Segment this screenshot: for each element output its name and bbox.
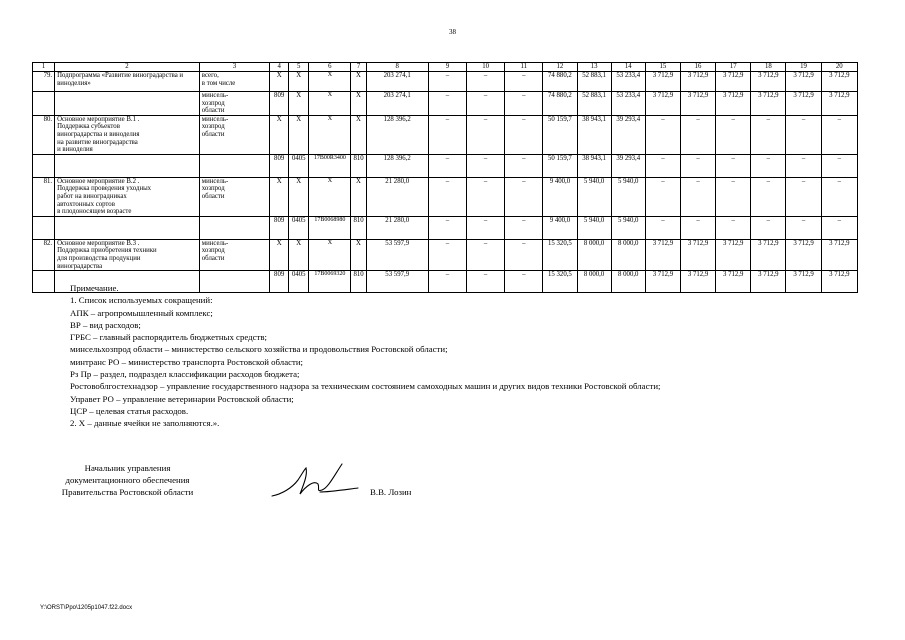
table-cell: – <box>428 115 466 154</box>
table-cell: 3 712,9 <box>680 72 715 92</box>
table-cell: 80. <box>33 115 55 154</box>
table-cell: – <box>680 216 715 239</box>
table-cell: 3 712,9 <box>786 271 821 293</box>
table-cell: Х <box>270 177 289 216</box>
table-cell: 3 712,9 <box>751 72 786 92</box>
table-cell: Основное мероприятие В.1 . Поддержка субъектов виноградарства и виноделия на развитие виноградарства и виноделия <box>55 115 200 154</box>
table-row <box>33 154 858 177</box>
table-header-row <box>33 63 858 72</box>
column-header: 17 <box>716 63 751 72</box>
column-header: 9 <box>428 63 466 72</box>
table-cell: – <box>505 271 543 293</box>
table-cell: – <box>821 177 857 216</box>
table-cell: 53 233,4 <box>611 72 645 92</box>
note-line: АПК – агропромышленный комплекс; <box>70 307 213 318</box>
table-cell: – <box>467 271 505 293</box>
table-cell: 52 883,1 <box>577 72 611 92</box>
table-cell: 203 274,1 <box>366 92 428 116</box>
table-cell: 39 293,4 <box>611 115 645 154</box>
column-header: 3 <box>199 63 269 72</box>
table-cell: – <box>821 115 857 154</box>
table-cell: – <box>645 177 680 216</box>
table-cell: – <box>428 177 466 216</box>
table-cell: 53 597,9 <box>366 239 428 270</box>
table-cell: 8 000,0 <box>611 239 645 270</box>
note-line: минсельхозпрод области – министерство сельского хозяйства и продовольствия Ростовской области; <box>70 344 448 355</box>
table-cell: Х <box>309 239 351 270</box>
table-cell: 74 880,2 <box>543 92 577 116</box>
table-cell: 3 712,9 <box>716 239 751 270</box>
signatory-title-line: Начальник управления <box>84 463 171 473</box>
table-cell: – <box>751 216 786 239</box>
table-row <box>33 239 858 270</box>
table-cell <box>199 154 269 177</box>
table-cell: Х <box>309 115 351 154</box>
table-cell: – <box>786 154 821 177</box>
table-cell: Х <box>351 239 366 270</box>
page-number: 38 <box>449 28 456 36</box>
signatory-name: В.В. Лозин <box>370 487 412 497</box>
table-cell: 809 <box>270 271 289 293</box>
table-cell <box>33 92 55 116</box>
column-header: 19 <box>786 63 821 72</box>
table-cell: 810 <box>351 154 366 177</box>
table-cell: 3 712,9 <box>645 271 680 293</box>
table-cell: Х <box>309 177 351 216</box>
table-cell: 3 712,9 <box>751 92 786 116</box>
table-cell: 15 320,5 <box>543 239 577 270</box>
note-line: Ростовоблгостехнадзор – управление государственного надзора за техническим состоянием самоходных машин и других видов техники Ростовской области; <box>70 381 661 392</box>
table-cell: Х <box>351 72 366 92</box>
table-cell <box>55 154 200 177</box>
table-cell: 0405 <box>289 216 309 239</box>
table-cell: 82. <box>33 239 55 270</box>
table-cell: – <box>428 92 466 116</box>
table-cell: 53 597,9 <box>366 271 428 293</box>
table-cell: 3 712,9 <box>716 92 751 116</box>
table-cell: 5 940,0 <box>577 216 611 239</box>
table-cell: 15 320,5 <box>543 271 577 293</box>
table-cell: – <box>467 72 505 92</box>
table-cell: 50 159,7 <box>543 154 577 177</box>
table-cell: 81. <box>33 177 55 216</box>
table-cell <box>33 154 55 177</box>
table-cell: – <box>505 115 543 154</box>
note-line: ЦСР – целевая статья расходов. <box>70 405 189 416</box>
table-cell: – <box>821 154 857 177</box>
table-cell: Х <box>289 72 309 92</box>
column-header: 8 <box>366 63 428 72</box>
note-line: 1. Список используемых сокращений: <box>70 295 213 306</box>
signatory-title <box>40 462 215 498</box>
table-cell: 810 <box>351 216 366 239</box>
table-cell: Х <box>289 92 309 116</box>
signatory-title-line: Правительства Ростовской области <box>61 487 194 497</box>
table-cell: 38 943,1 <box>577 154 611 177</box>
table-cell: Х <box>289 177 309 216</box>
table-cell: 3 712,9 <box>680 239 715 270</box>
table-cell: 3 712,9 <box>821 271 857 293</box>
notes-title: Примечание. <box>70 283 119 293</box>
table-row <box>33 115 858 154</box>
table-cell: минсель- хозпрод области <box>199 92 269 116</box>
table-cell: 3 712,9 <box>751 239 786 270</box>
table-cell: Х <box>289 115 309 154</box>
table-cell: – <box>645 154 680 177</box>
column-header: 16 <box>680 63 715 72</box>
table-row <box>33 216 858 239</box>
table-cell <box>33 216 55 239</box>
table-cell: – <box>505 154 543 177</box>
table-cell: – <box>751 177 786 216</box>
table-cell: 5 940,0 <box>577 177 611 216</box>
table-cell: – <box>680 177 715 216</box>
table-cell: 203 274,1 <box>366 72 428 92</box>
table-cell: 17В0069320 <box>309 271 351 293</box>
table-cell: 17В0068980 <box>309 216 351 239</box>
table-cell: – <box>428 239 466 270</box>
table-cell: 21 280,0 <box>366 216 428 239</box>
column-header: 14 <box>611 63 645 72</box>
table-cell: – <box>786 177 821 216</box>
table-row <box>33 92 858 116</box>
note-line: ВР – вид расходов; <box>70 319 141 330</box>
table-cell: Х <box>289 239 309 270</box>
table-cell: – <box>505 92 543 116</box>
table-cell: 3 712,9 <box>821 72 857 92</box>
table-cell: – <box>751 154 786 177</box>
column-header: 11 <box>505 63 543 72</box>
table-cell: 3 712,9 <box>680 271 715 293</box>
table-cell: 3 712,9 <box>821 92 857 116</box>
table-cell: 8 000,0 <box>611 271 645 293</box>
table-cell: – <box>428 154 466 177</box>
table-cell: – <box>716 177 751 216</box>
column-header: 1 <box>33 63 55 72</box>
column-header: 10 <box>467 63 505 72</box>
table-cell: 0405 <box>289 271 309 293</box>
note-line: Управет РО – управление ветеринарии Ростовской области; <box>70 393 294 404</box>
table-cell: минсель- хозпрод области <box>199 177 269 216</box>
table-cell: – <box>821 216 857 239</box>
table-cell: 8 000,0 <box>577 239 611 270</box>
table-cell: 39 293,4 <box>611 154 645 177</box>
table-cell: 9 400,0 <box>543 216 577 239</box>
table-cell: 809 <box>270 216 289 239</box>
table-cell: 50 159,7 <box>543 115 577 154</box>
table-cell: – <box>467 239 505 270</box>
table-cell: – <box>645 115 680 154</box>
table-cell: – <box>505 239 543 270</box>
table-cell: 79. <box>33 72 55 92</box>
table-cell: – <box>680 115 715 154</box>
table-cell: Основное мероприятие В.3 . Поддержка приобретения техники для производства продукции виноградарства <box>55 239 200 270</box>
table-cell: – <box>505 72 543 92</box>
table-cell: – <box>467 216 505 239</box>
file-path-footer: Y:\ORST\Ppo\1205p1047.f22.docx <box>40 605 133 611</box>
table-cell: 809 <box>270 154 289 177</box>
table-cell: 3 712,9 <box>751 271 786 293</box>
table-cell: Основное мероприятие В.2 . Поддержка проведения уходных работ на виноградниках автохтонных сортов в плодоносящем возрасте <box>55 177 200 216</box>
table-cell: 3 712,9 <box>645 92 680 116</box>
table-cell: 8 000,0 <box>577 271 611 293</box>
table-cell: 52 883,1 <box>577 92 611 116</box>
table-cell: 128 396,2 <box>366 115 428 154</box>
table-cell: – <box>645 216 680 239</box>
table-cell: 3 712,9 <box>786 239 821 270</box>
table-cell: всего, в том числе <box>199 72 269 92</box>
table-cell: – <box>467 154 505 177</box>
table-cell: 5 940,0 <box>611 216 645 239</box>
table-cell: – <box>751 115 786 154</box>
table-cell: Х <box>351 92 366 116</box>
table-cell: Х <box>270 115 289 154</box>
table-cell <box>55 216 200 239</box>
table-cell: 21 280,0 <box>366 177 428 216</box>
table-cell <box>199 216 269 239</box>
note-line: ГРБС – главный распорядитель бюджетных средств; <box>70 332 267 343</box>
note-line: Рз Пр – раздел, подраздел классификации расходов бюджета; <box>70 369 300 380</box>
column-header: 4 <box>270 63 289 72</box>
table-cell: 128 396,2 <box>366 154 428 177</box>
budget-table <box>32 62 858 293</box>
table-cell: – <box>680 154 715 177</box>
notes-list <box>70 294 870 429</box>
table-cell: – <box>786 115 821 154</box>
table-cell: Х <box>270 239 289 270</box>
table-cell: 53 233,4 <box>611 92 645 116</box>
note-line: минтранс РО – министерство транспорта Ростовской области; <box>70 356 304 367</box>
table-row <box>33 72 858 92</box>
table-cell: Х <box>351 177 366 216</box>
table-cell: Х <box>351 115 366 154</box>
column-header: 18 <box>751 63 786 72</box>
table-cell: – <box>505 177 543 216</box>
table-cell: – <box>716 216 751 239</box>
table-cell: 3 712,9 <box>645 239 680 270</box>
table-cell <box>33 271 55 293</box>
table-cell: 3 712,9 <box>821 239 857 270</box>
table-cell: 17В00R3400 <box>309 154 351 177</box>
signatory-title-line: документационного обеспечения <box>65 475 190 485</box>
table-cell: минсель- хозпрод области <box>199 239 269 270</box>
column-header: 13 <box>577 63 611 72</box>
handwritten-signature <box>262 458 362 506</box>
table-cell: – <box>786 216 821 239</box>
table-cell: – <box>716 115 751 154</box>
table-cell: – <box>467 115 505 154</box>
table-cell: 0405 <box>289 154 309 177</box>
table-cell: минсель- хозпрод области <box>199 115 269 154</box>
table-cell: Х <box>309 72 351 92</box>
table-cell: – <box>428 271 466 293</box>
table-cell: 810 <box>351 271 366 293</box>
column-header: 7 <box>351 63 366 72</box>
column-header: 2 <box>55 63 200 72</box>
table-cell: – <box>505 216 543 239</box>
table-cell: 74 880,2 <box>543 72 577 92</box>
table-cell <box>55 92 200 116</box>
column-header: 5 <box>289 63 309 72</box>
table-cell: Х <box>309 92 351 116</box>
table-cell: 38 943,1 <box>577 115 611 154</box>
table-cell: 809 <box>270 92 289 116</box>
table-cell: Х <box>270 72 289 92</box>
table-cell: – <box>428 216 466 239</box>
column-header: 6 <box>309 63 351 72</box>
table-cell: 5 940,0 <box>611 177 645 216</box>
table-cell: 3 712,9 <box>680 92 715 116</box>
table-cell: 3 712,9 <box>645 72 680 92</box>
column-header: 20 <box>821 63 857 72</box>
table-cell: – <box>467 177 505 216</box>
table-cell: – <box>716 154 751 177</box>
table-cell: 9 400,0 <box>543 177 577 216</box>
notes-section <box>70 282 870 430</box>
column-header: 15 <box>645 63 680 72</box>
table-row <box>33 177 858 216</box>
note-line: 2. Х – данные ячейки не заполняются.». <box>70 418 220 429</box>
table-cell: Подпрограмма «Развитие виноградарства и виноделия» <box>55 72 200 92</box>
table-cell: – <box>428 72 466 92</box>
table-cell: 3 712,9 <box>786 72 821 92</box>
table-cell: 3 712,9 <box>716 271 751 293</box>
table-cell: 3 712,9 <box>716 72 751 92</box>
table-cell: 3 712,9 <box>786 92 821 116</box>
table-cell: – <box>467 92 505 116</box>
column-header: 12 <box>543 63 577 72</box>
